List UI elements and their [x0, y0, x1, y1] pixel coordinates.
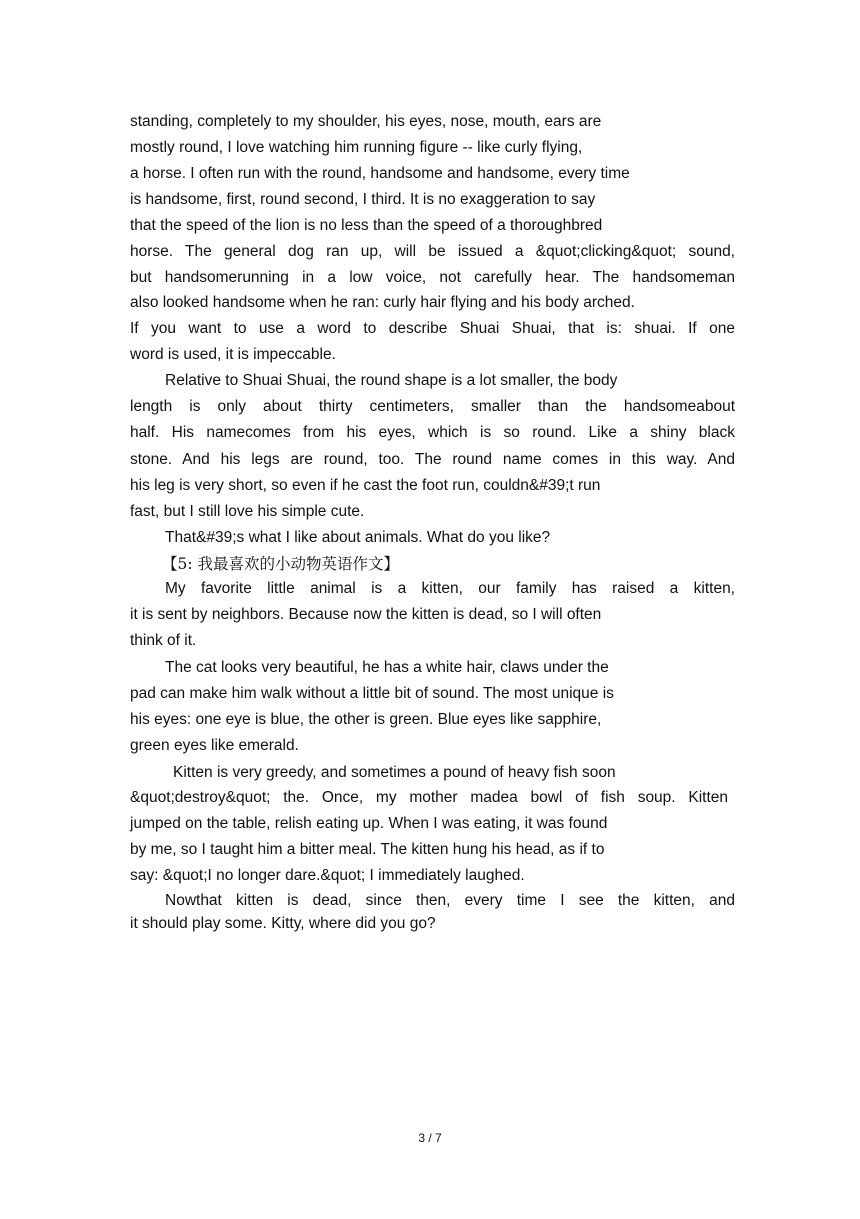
paragraph-start: The cat looks very beautiful, he has a white hair, claws under the — [165, 659, 609, 676]
text-line: also looked handsome when he ran: curly hair flying and his body arched. — [130, 294, 635, 311]
text-line: stone. And his legs are round, too. The round name comes in this way. And — [130, 451, 735, 468]
paragraph-start: Relative to Shuai Shuai, the round shape is a lot smaller, the body — [165, 372, 618, 389]
paragraph-start: My favorite little animal is a kitten, our family has raised a kitten, — [165, 580, 735, 597]
text-line: length is only about thirty centimeters, smaller than the handsomeabout — [130, 398, 735, 415]
text-line: mostly round, I love watching him running figure -- like curly flying, — [130, 139, 583, 156]
text-line: his leg is very short, so even if he cast the foot run, couldn&#39;t run — [130, 477, 601, 494]
text-line: horse. The general dog ran up, will be issued a &quot;clicking&quot; sound, — [130, 243, 735, 260]
text-line: it is sent by neighbors. Because now the kitten is dead, so I will often — [130, 606, 602, 623]
text-line: pad can make him walk without a little bit of sound. The most unique is — [130, 685, 614, 702]
text-line: standing, completely to my shoulder, his eyes, nose, mouth, ears are — [130, 113, 602, 130]
text-line: by me, so I taught him a bitter meal. The kitten hung his head, as if to — [130, 841, 605, 858]
text-line: If you want to use a word to describe Shuai Shuai, that is: shuai. If one — [130, 320, 735, 337]
text-line: jumped on the table, relish eating up. When I was eating, it was found — [130, 815, 608, 832]
text-line: is handsome, first, round second, I third. It is no exaggeration to say — [130, 191, 596, 208]
section-heading: 【5: 我最喜欢的小动物英语作文】 — [162, 555, 400, 573]
text-line: half. His namecomes from his eyes, which is so round. Like a shiny black — [130, 424, 735, 441]
text-line: a horse. I often run with the round, handsome and handsome, every time — [130, 165, 630, 182]
text-line: it should play some. Kitty, where did you go? — [130, 915, 436, 932]
text-line: say: &quot;I no longer dare.&quot; I immediately laughed. — [130, 867, 525, 884]
page-number: 3 / 7 — [418, 1131, 442, 1145]
text-line: his eyes: one eye is blue, the other is green. Blue eyes like sapphire, — [130, 711, 602, 728]
text-line: but handsomerunning in a low voice, not carefully hear. The handsomeman — [130, 269, 735, 286]
text-line: green eyes like emerald. — [130, 737, 299, 754]
text-line: &quot;destroy&quot; the. Once, my mother madea bowl of fish soup. Kitten — [130, 789, 728, 806]
paragraph-start: That&#39;s what I like about animals. What do you like? — [165, 529, 551, 546]
text-line: word is used, it is impeccable. — [130, 346, 336, 363]
paragraph-start: Nowthat kitten is dead, since then, every time I see the kitten, and — [165, 892, 735, 909]
text-line: that the speed of the lion is no less than the speed of a thoroughbred — [130, 217, 603, 234]
text-line: fast, but I still love his simple cute. — [130, 503, 365, 520]
text-line: think of it. — [130, 632, 197, 649]
paragraph-start: Kitten is very greedy, and sometimes a pound of heavy fish soon — [173, 764, 616, 781]
